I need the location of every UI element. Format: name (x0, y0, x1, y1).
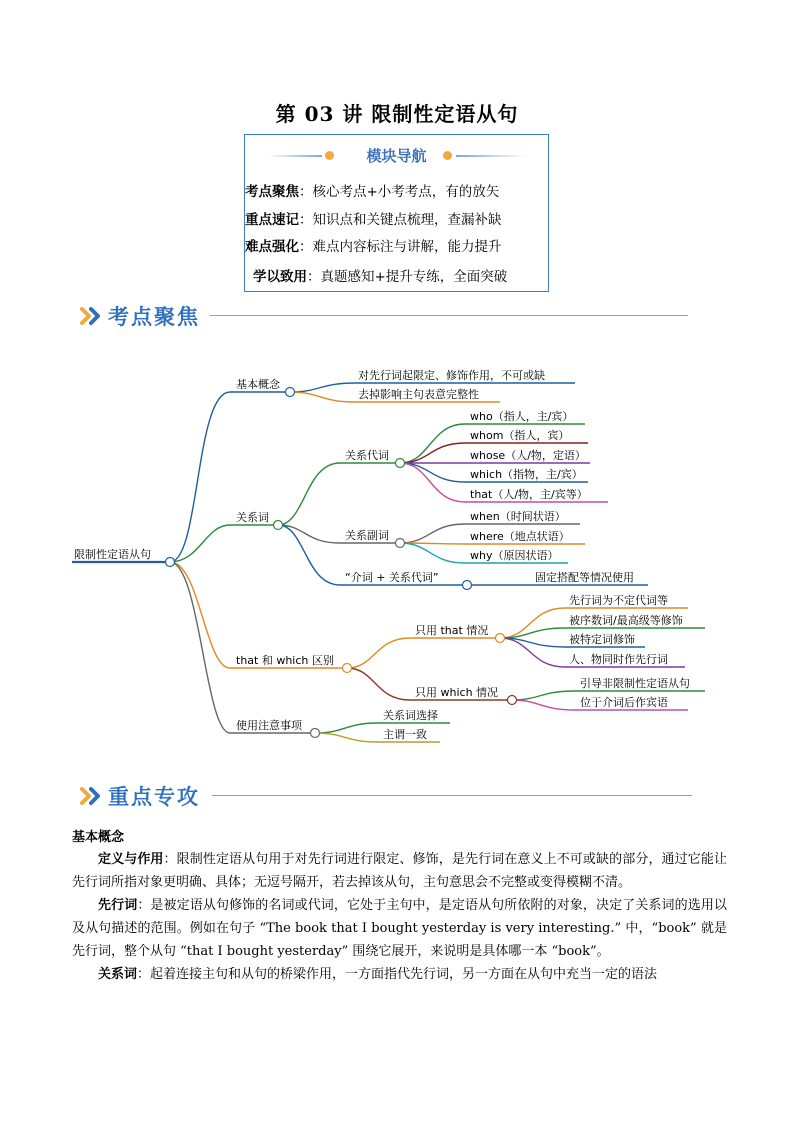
mindmap-node-dot (508, 696, 517, 705)
mindmap-leaf: who（指人，主/宾） (470, 410, 574, 423)
mindmap-node-dot (463, 581, 472, 590)
nav-dot-right (443, 151, 452, 160)
mindmap-node-dot (166, 558, 175, 567)
mindmap-leaf: 被序数词/最高级等修饰 (569, 614, 683, 627)
mindmap-node-dot (496, 634, 505, 643)
content-paragraph (72, 894, 727, 963)
nav-row (245, 180, 548, 200)
mindmap-leaf: 位于介词后作宾语 (580, 696, 668, 709)
mindmap-sub-branch: “介词 + 关系代词” (345, 571, 439, 584)
section-header-focus (80, 301, 690, 331)
mindmap-leaf: 固定搭配等情况使用 (535, 571, 634, 584)
mindmap-node-dot (396, 459, 405, 468)
nav-row (245, 208, 548, 228)
mindmap-leaf: whose（人/物，定语） (470, 449, 586, 462)
mindmap-edge (170, 562, 347, 668)
page-title: 第 03 讲 限制性定语从句 (275, 102, 519, 126)
mindmap-leaf: why（原因状语） (470, 549, 559, 562)
mindmap-leaf: 引导非限制性定语从句 (580, 677, 690, 690)
mindmap-leaf: 对先行词起限定、修饰作用，不可或缺 (358, 369, 545, 382)
mindmap-leaf: that（人/物，主/宾等） (470, 488, 588, 501)
mindmap-leaf: when（时间状语） (470, 510, 566, 523)
mindmap-sub-branch: 只用 that 情况 (415, 624, 489, 637)
mindmap-leaf: which（指物，主/宾） (470, 468, 583, 481)
mindmap-sub-branch: 关系副词 (345, 529, 389, 542)
nav-row-text: ：知识点和关键点梳理，查漏补缺 (299, 212, 502, 228)
mindmap-leaf: 主谓一致 (383, 728, 427, 741)
nav-row (245, 235, 548, 255)
nav-heading: 模块导航 (366, 147, 427, 165)
mindmap-leaf: 先行词为不定代词等 (569, 594, 668, 607)
mindmap-leaf: where（地点状语） (470, 530, 570, 543)
section-rule (212, 795, 692, 796)
content-paragraph (72, 848, 727, 894)
mindmap-edge (170, 562, 315, 733)
section-title: 考点聚焦 (108, 305, 200, 329)
section-header-key (80, 781, 695, 811)
mindmap-leaf: 关系词选择 (383, 709, 438, 722)
nav-row-label: 学以致用 (253, 269, 307, 285)
term-text: ：起着连接主句和从句的桥梁作用，一方面指代先行词，另一方面在从句中充当一定的语法 (137, 967, 658, 982)
mindmap-leaf: 被特定词修饰 (569, 633, 635, 646)
mindmap-edge (400, 543, 585, 544)
mindmap-branch: 使用注意事项 (236, 719, 302, 732)
mindmap-node-dot (274, 521, 283, 530)
content-body (72, 848, 727, 986)
mindmap-branch: 关系词 (236, 511, 269, 524)
double-chevron-icon (80, 307, 104, 325)
mindmap (0, 350, 794, 750)
nav-row-text: ：核心考点+小考考点，有的放矢 (299, 184, 500, 200)
mindmap-node-dot (286, 388, 295, 397)
mindmap-node-dot (396, 539, 405, 548)
term-label: 关系词 (98, 967, 138, 982)
term-label: 定义与作用 (98, 852, 164, 867)
mindmap-sub-branch: 关系代词 (345, 449, 389, 462)
nav-row-label: 难点强化 (245, 239, 299, 255)
term-text: ：限制性定语从句用于对先行词进行限定、修饰，是先行词在意义上不可或缺的部分，通过它能让先行词所指对象更明确、具体；无逗号隔开，若去掉该从句，主句意思会不完整或变得模糊不清。 (72, 852, 727, 890)
nav-row-text: ：真题感知+提升专练，全面突破 (307, 269, 508, 285)
nav-divider-right (456, 155, 526, 157)
mindmap-branch: that 和 which 区别 (236, 654, 334, 667)
mindmap-branch: 基本概念 (236, 378, 280, 391)
mindmap-leaf: 去掉影响主句表意完整性 (358, 388, 479, 401)
mindmap-edge (347, 638, 500, 668)
section-title: 重点专攻 (108, 785, 200, 809)
mindmap-leaf: 人、物同时作先行词 (569, 653, 668, 666)
mindmap-node-dot (311, 729, 320, 738)
nav-row (253, 265, 556, 285)
mindmap-edge (170, 525, 278, 562)
nav-row-text: ：难点内容标注与讲解，能力提升 (299, 239, 502, 255)
mindmap-root: 限制性定语从句 (74, 548, 151, 561)
mindmap-leaf: whom（指人，宾） (470, 429, 570, 442)
section-rule (210, 315, 688, 316)
term-text: ：是被定语从句修饰的名词或代词，它处于主句中，是定语从句所依附的对象，决定了关系词的选用以及从句描述的范围。例如在句子 “The book that I bought yesterday is very interesting.” 中，“book” 就是先行词，整个从句 “that I bought yesterday” 围绕它展开，来说明是具体哪一本 “book”。 (72, 898, 727, 959)
nav-row-label: 重点速记 (245, 212, 299, 228)
nav-row-label: 考点聚焦 (245, 184, 299, 200)
double-chevron-icon (80, 787, 104, 805)
mindmap-edge (278, 463, 400, 525)
mindmap-node-dot (343, 664, 352, 673)
content-subhead: 基本概念 (72, 830, 125, 845)
mindmap-sub-branch: 只用 which 情况 (415, 686, 499, 699)
content-paragraph (72, 963, 727, 986)
module-nav-box (244, 134, 549, 292)
mindmap-edge (170, 392, 290, 562)
term-label: 先行词 (98, 898, 138, 913)
